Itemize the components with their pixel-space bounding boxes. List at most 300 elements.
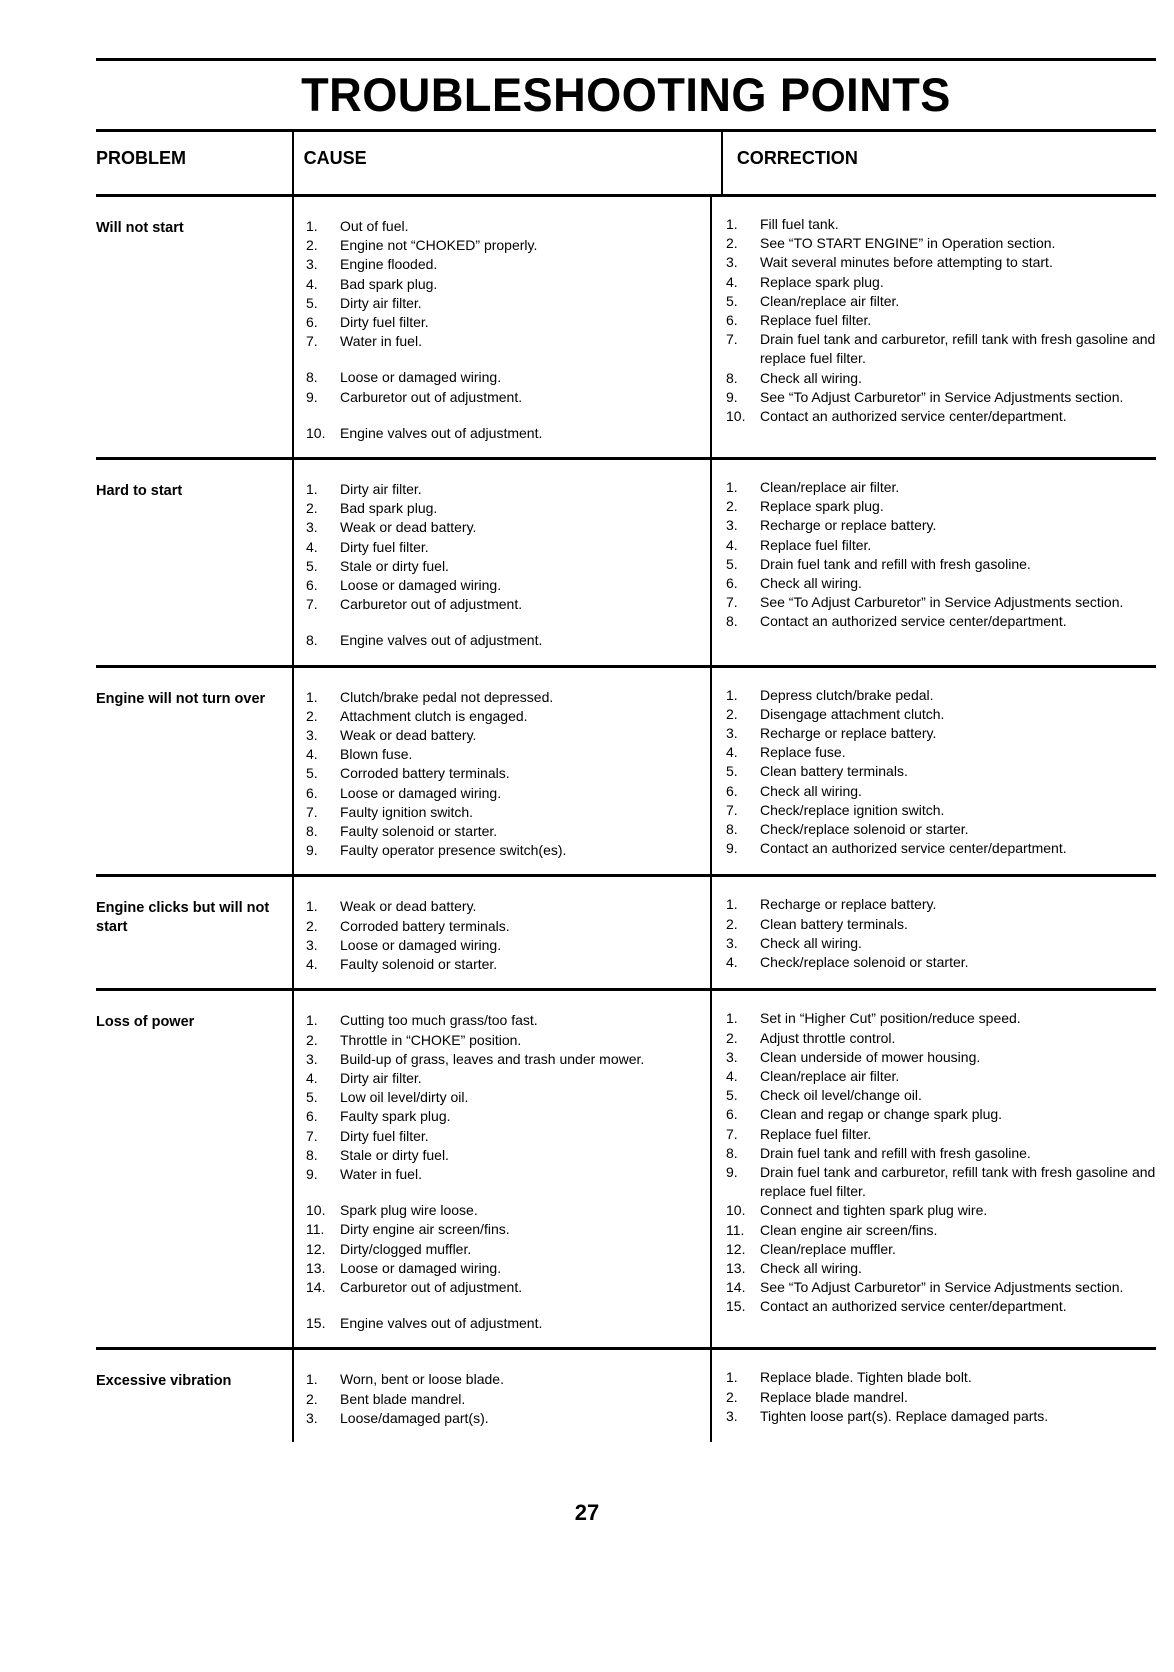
cause-item xyxy=(306,1390,710,1409)
correction-cell xyxy=(710,877,1156,988)
item-number: 7. xyxy=(726,1125,738,1142)
correction-item xyxy=(726,1297,1156,1316)
correction-item xyxy=(726,478,1156,497)
item-number: 14. xyxy=(726,1279,746,1296)
item-number: 15. xyxy=(726,1298,746,1315)
correction-item xyxy=(726,953,1156,972)
item-number: 3. xyxy=(726,725,738,742)
troubleshooting-table xyxy=(96,132,1156,1442)
cause-item xyxy=(306,255,710,274)
item-text: Replace spark plug. xyxy=(760,498,884,515)
correction-item xyxy=(726,516,1156,535)
item-text: Replace fuel filter. xyxy=(760,536,872,553)
item-number: 7. xyxy=(306,596,318,613)
item-number: 7. xyxy=(306,803,318,820)
cause-item xyxy=(306,332,710,351)
item-text: Engine flooded. xyxy=(340,256,438,273)
correction-item xyxy=(726,801,1156,820)
item-number: 4. xyxy=(306,538,318,555)
item-text: Contact an authorized service center/department. xyxy=(760,840,1067,857)
item-text: Drain fuel tank and carburetor, refill tank with fresh gasoline and replace fuel filter. xyxy=(760,331,1156,367)
item-number: 6. xyxy=(726,1106,738,1123)
item-number: 4. xyxy=(726,1067,738,1084)
correction-item xyxy=(726,1125,1156,1144)
item-text: Dirty air filter. xyxy=(340,1069,422,1086)
item-number: 6. xyxy=(306,314,318,331)
cause-item xyxy=(306,822,710,841)
cause-cell xyxy=(292,877,710,988)
item-number: 8. xyxy=(726,613,738,630)
correction-item xyxy=(726,273,1156,292)
item-number: 10. xyxy=(306,1202,326,1219)
page-number: 27 xyxy=(574,1500,600,1525)
cause-cell xyxy=(292,1350,710,1442)
item-number: 3. xyxy=(726,934,738,951)
cause-item xyxy=(306,424,710,443)
item-text: Check all wiring. xyxy=(760,575,862,592)
item-text: Loose or damaged wiring. xyxy=(340,369,502,386)
cause-item xyxy=(306,1069,710,1088)
table-row xyxy=(96,665,1156,875)
item-text: Faulty operator presence switch(es). xyxy=(340,842,567,859)
item-text: Faulty ignition switch. xyxy=(340,803,474,820)
item-number: 3. xyxy=(306,727,318,744)
correction-item xyxy=(726,1388,1156,1407)
item-text: Replace blade. Tighten blade bolt. xyxy=(760,1369,972,1386)
item-number: 2. xyxy=(726,1388,738,1405)
item-number: 2. xyxy=(726,498,738,515)
cause-item xyxy=(306,726,710,745)
correction-cell xyxy=(710,991,1156,1347)
header-correction: CORRECTION xyxy=(721,132,1156,194)
item-text: Loose or damaged wiring. xyxy=(340,936,502,953)
item-text: Carburetor out of adjustment. xyxy=(340,1278,523,1295)
item-text: Carburetor out of adjustment. xyxy=(340,596,523,613)
correction-cell xyxy=(710,668,1156,875)
cause-item xyxy=(306,388,710,407)
correction-item xyxy=(726,612,1156,631)
item-number: 12. xyxy=(306,1240,326,1257)
item-text: Wait several minutes before attempting to start. xyxy=(760,254,1053,271)
cause-item xyxy=(306,1011,710,1030)
item-number: 2. xyxy=(726,705,738,722)
item-text: Faulty spark plug. xyxy=(340,1108,451,1125)
item-number: 4. xyxy=(306,275,318,292)
header-problem: PROBLEM xyxy=(96,148,186,168)
item-text: Clean engine air screen/fins. xyxy=(760,1221,938,1238)
item-text: Dirty fuel filter. xyxy=(340,314,429,331)
item-number: 5. xyxy=(306,294,318,311)
item-number: 7. xyxy=(726,594,738,611)
correction-item xyxy=(726,724,1156,743)
item-number: 5. xyxy=(726,763,738,780)
item-number: 6. xyxy=(726,782,738,799)
item-number: 2. xyxy=(726,1029,738,1046)
item-number: 8. xyxy=(306,1146,318,1163)
item-number: 4. xyxy=(306,1069,318,1086)
cause-item xyxy=(306,1220,710,1239)
item-number: 12. xyxy=(726,1240,746,1257)
table-row xyxy=(96,194,1156,457)
correction-item xyxy=(726,743,1156,762)
item-number: 7. xyxy=(306,1127,318,1144)
correction-item xyxy=(726,1163,1156,1201)
item-text: Spark plug wire loose. xyxy=(340,1202,478,1219)
item-text: Stale or dirty fuel. xyxy=(340,557,449,574)
correction-item xyxy=(726,1105,1156,1124)
cause-item xyxy=(306,1050,710,1069)
item-text: Check/replace ignition switch. xyxy=(760,801,945,818)
correction-item xyxy=(726,1278,1156,1297)
item-number: 8. xyxy=(726,1144,738,1161)
problem-cell: Excessive vibration xyxy=(96,1373,232,1390)
item-text: Faulty solenoid or starter. xyxy=(340,956,498,973)
item-text: Loose or damaged wiring. xyxy=(340,577,502,594)
cause-item xyxy=(306,841,710,860)
item-number: 8. xyxy=(306,369,318,386)
item-text: Clean/replace air filter. xyxy=(760,1067,900,1084)
cause-item xyxy=(306,294,710,313)
item-text: Clean battery terminals. xyxy=(760,763,908,780)
cause-item xyxy=(306,1259,710,1278)
cause-item xyxy=(306,1146,710,1165)
correction-item xyxy=(726,1221,1156,1240)
item-number: 1. xyxy=(726,216,738,232)
item-number: 3. xyxy=(306,256,318,273)
cause-item xyxy=(306,275,710,294)
item-number: 8. xyxy=(306,632,318,649)
correction-item xyxy=(726,1240,1156,1259)
item-number: 9. xyxy=(306,388,318,405)
item-text: Clean underside of mower housing. xyxy=(760,1048,981,1065)
correction-item xyxy=(726,593,1156,612)
item-text: Stale or dirty fuel. xyxy=(340,1146,449,1163)
cause-item xyxy=(306,313,710,332)
item-number: 2. xyxy=(306,917,318,934)
item-number: 2. xyxy=(306,237,318,254)
cause-item xyxy=(306,1370,710,1389)
item-text: Water in fuel. xyxy=(340,1165,422,1182)
cause-item xyxy=(306,1165,710,1184)
page-title: TROUBLESHOOTING POINTS xyxy=(301,68,951,121)
item-number: 5. xyxy=(726,555,738,572)
correction-item xyxy=(726,1048,1156,1067)
item-text: See “To Adjust Carburetor” in Service Adjustments section. xyxy=(760,1279,1124,1296)
item-text: Dirty fuel filter. xyxy=(340,538,429,555)
item-number: 11. xyxy=(726,1221,745,1238)
item-number: 9. xyxy=(306,1165,318,1182)
correction-item xyxy=(726,311,1156,330)
correction-item xyxy=(726,215,1156,234)
item-text: Out of fuel. xyxy=(340,218,409,234)
item-number: 7. xyxy=(726,331,738,348)
item-text: Check all wiring. xyxy=(760,934,862,951)
table-row xyxy=(96,457,1156,665)
item-text: See “To Adjust Carburetor” in Service Adjustments section. xyxy=(760,388,1124,405)
item-text: Depress clutch/brake pedal. xyxy=(760,686,934,703)
cause-item xyxy=(306,557,710,576)
cause-item xyxy=(306,595,710,614)
item-number: 4. xyxy=(726,273,738,290)
item-number: 8. xyxy=(306,823,318,840)
item-text: Corroded battery terminals. xyxy=(340,917,510,934)
table-body xyxy=(96,194,1156,1442)
correction-item xyxy=(726,820,1156,839)
item-number: 10. xyxy=(726,408,746,425)
item-text: Drain fuel tank and refill with fresh gasoline. xyxy=(760,1144,1031,1161)
problem-cell: Loss of power xyxy=(96,1014,195,1031)
item-number: 5. xyxy=(726,292,738,309)
cause-item xyxy=(306,784,710,803)
cause-item xyxy=(306,1409,710,1428)
item-number: 7. xyxy=(726,801,738,818)
item-number: 2. xyxy=(726,915,738,932)
item-number: 1. xyxy=(306,898,318,915)
item-number: 9. xyxy=(726,1163,738,1180)
cause-item xyxy=(306,631,710,650)
cause-item xyxy=(306,1088,710,1107)
correction-item xyxy=(726,1259,1156,1278)
item-text: Replace spark plug. xyxy=(760,273,884,290)
item-number: 4. xyxy=(726,536,738,553)
table-row xyxy=(96,988,1156,1347)
item-text: Tighten loose part(s). Replace damaged parts. xyxy=(760,1407,1049,1424)
cause-item xyxy=(306,803,710,822)
cause-item xyxy=(306,518,710,537)
correction-item xyxy=(726,1201,1156,1220)
item-text: Check all wiring. xyxy=(760,1259,862,1276)
correction-item xyxy=(726,1009,1156,1028)
cause-item xyxy=(306,236,710,255)
item-number: 6. xyxy=(306,577,318,594)
correction-item xyxy=(726,782,1156,801)
item-number: 4. xyxy=(306,956,318,973)
item-number: 1. xyxy=(726,1010,738,1027)
item-number: 1. xyxy=(306,218,318,234)
item-text: Engine not “CHOKED” properly. xyxy=(340,237,538,254)
item-text: Recharge or replace battery. xyxy=(760,725,937,742)
problem-cell: Engine will not turn over xyxy=(96,690,266,707)
item-text: Clean/replace muffler. xyxy=(760,1240,896,1257)
item-number: 6. xyxy=(726,575,738,592)
correction-item xyxy=(726,1086,1156,1105)
item-text: Dirty fuel filter. xyxy=(340,1127,429,1144)
cause-item xyxy=(306,1240,710,1259)
item-number: 1. xyxy=(306,481,318,498)
item-text: Throttle in “CHOKE” position. xyxy=(340,1031,522,1048)
item-text: Loose or damaged wiring. xyxy=(340,784,502,801)
item-number: 4. xyxy=(726,744,738,761)
manual-page xyxy=(96,58,1156,1442)
item-number: 1. xyxy=(726,1369,738,1386)
item-text: Engine valves out of adjustment. xyxy=(340,1315,543,1332)
cause-cell xyxy=(292,460,710,665)
item-text: Clean and regap or change spark plug. xyxy=(760,1106,1003,1123)
cause-item xyxy=(306,707,710,726)
item-text: Dirty engine air screen/fins. xyxy=(340,1221,510,1238)
item-text: Worn, bent or loose blade. xyxy=(340,1371,504,1388)
cause-item xyxy=(306,917,710,936)
problem-cell: Will not start xyxy=(96,220,184,236)
item-text: Contact an authorized service center/department. xyxy=(760,613,1067,630)
correction-cell xyxy=(710,460,1156,665)
item-number: 6. xyxy=(306,784,318,801)
item-number: 8. xyxy=(726,369,738,386)
item-number: 5. xyxy=(306,557,318,574)
item-number: 14. xyxy=(306,1278,326,1295)
item-number: 4. xyxy=(306,746,318,763)
item-number: 9. xyxy=(726,388,738,405)
item-number: 3. xyxy=(306,519,318,536)
item-text: Weak or dead battery. xyxy=(340,727,477,744)
item-text: Disengage attachment clutch. xyxy=(760,705,945,722)
correction-item xyxy=(726,934,1156,953)
item-number: 3. xyxy=(726,1407,738,1424)
item-number: 6. xyxy=(306,1108,318,1125)
correction-item xyxy=(726,253,1156,272)
item-number: 2. xyxy=(306,500,318,517)
item-number: 2. xyxy=(306,1031,318,1048)
item-text: Recharge or replace battery. xyxy=(760,517,937,534)
correction-cell xyxy=(710,197,1156,457)
cause-cell xyxy=(292,991,710,1347)
correction-item xyxy=(726,839,1156,858)
item-text: Adjust throttle control. xyxy=(760,1029,896,1046)
item-text: Build-up of grass, leaves and trash under mower. xyxy=(340,1050,645,1067)
correction-item xyxy=(726,536,1156,555)
item-text: Check all wiring. xyxy=(760,369,862,386)
cause-item xyxy=(306,955,710,974)
item-text: Attachment clutch is engaged. xyxy=(340,707,528,724)
cause-item xyxy=(306,764,710,783)
cause-item xyxy=(306,897,710,916)
item-text: Clean/replace air filter. xyxy=(760,292,900,309)
cause-cell xyxy=(292,668,710,875)
item-number: 5. xyxy=(726,1087,738,1104)
item-text: Check all wiring. xyxy=(760,782,862,799)
item-text: Blown fuse. xyxy=(340,746,413,763)
correction-item xyxy=(726,369,1156,388)
item-number: 1. xyxy=(306,1371,318,1388)
item-text: See “TO START ENGINE” in Operation section. xyxy=(760,235,1056,252)
correction-item xyxy=(726,686,1156,705)
correction-item xyxy=(726,330,1156,368)
item-number: 3. xyxy=(726,1048,738,1065)
correction-item xyxy=(726,555,1156,574)
item-number: 5. xyxy=(306,765,318,782)
item-text: Water in fuel. xyxy=(340,333,422,350)
header-cause: CAUSE xyxy=(292,132,721,194)
item-number: 13. xyxy=(726,1259,746,1276)
item-number: 3. xyxy=(306,1050,318,1067)
item-text: Bent blade mandrel. xyxy=(340,1390,466,1407)
item-number: 3. xyxy=(726,517,738,534)
item-number: 4. xyxy=(726,954,738,971)
cause-item xyxy=(306,688,710,707)
item-text: Check oil level/change oil. xyxy=(760,1087,922,1104)
item-text: Bad spark plug. xyxy=(340,275,438,292)
item-number: 1. xyxy=(726,479,738,496)
cause-item xyxy=(306,576,710,595)
item-text: Bad spark plug. xyxy=(340,500,438,517)
correction-item xyxy=(726,1144,1156,1163)
correction-item xyxy=(726,705,1156,724)
item-number: 3. xyxy=(306,1409,318,1426)
correction-item xyxy=(726,1368,1156,1387)
item-text: Connect and tighten spark plug wire. xyxy=(760,1202,988,1219)
item-text: Fill fuel tank. xyxy=(760,216,839,232)
item-text: Weak or dead battery. xyxy=(340,898,477,915)
item-text: Loose or damaged wiring. xyxy=(340,1259,502,1276)
item-number: 13. xyxy=(306,1259,326,1276)
item-text: Replace fuse. xyxy=(760,744,846,761)
cause-item xyxy=(306,217,710,236)
item-text: Drain fuel tank and carburetor, refill tank with fresh gasoline and replace fuel filter. xyxy=(760,1163,1156,1200)
item-text: Weak or dead battery. xyxy=(340,519,477,536)
item-text: Dirty air filter. xyxy=(340,481,422,498)
cause-item xyxy=(306,1314,710,1333)
item-text: Dirty air filter. xyxy=(340,294,422,311)
item-text: Contact an authorized service center/department. xyxy=(760,408,1067,425)
table-row xyxy=(96,874,1156,988)
item-number: 15. xyxy=(306,1315,326,1332)
cause-item xyxy=(306,1107,710,1126)
item-text: Clean/replace air filter. xyxy=(760,479,900,496)
cause-item xyxy=(306,368,710,387)
item-number: 9. xyxy=(726,840,738,857)
problem-cell: Hard to start xyxy=(96,483,183,500)
correction-item xyxy=(726,1029,1156,1048)
item-number: 1. xyxy=(726,686,738,703)
item-number: 10. xyxy=(726,1202,746,1219)
item-number: 8. xyxy=(726,821,738,838)
item-text: Replace blade mandrel. xyxy=(760,1388,908,1405)
item-text: Dirty/clogged muffler. xyxy=(340,1240,472,1257)
item-number: 3. xyxy=(726,254,738,271)
correction-item xyxy=(726,388,1156,407)
item-text: Clutch/brake pedal not depressed. xyxy=(340,688,554,705)
correction-item xyxy=(726,234,1156,253)
correction-item xyxy=(726,762,1156,781)
item-text: Corroded battery terminals. xyxy=(340,765,510,782)
correction-cell xyxy=(710,1350,1156,1442)
table-row xyxy=(96,1347,1156,1442)
item-number: 9. xyxy=(306,842,318,859)
item-number: 7. xyxy=(306,333,318,350)
correction-item xyxy=(726,497,1156,516)
correction-item xyxy=(726,1407,1156,1426)
cause-cell xyxy=(292,197,710,457)
item-number: 5. xyxy=(306,1089,318,1106)
correction-item xyxy=(726,915,1156,934)
cause-item xyxy=(306,499,710,518)
cause-item xyxy=(306,745,710,764)
item-text: Contact an authorized service center/department. xyxy=(760,1298,1067,1315)
item-number: 2. xyxy=(726,235,738,252)
item-number: 6. xyxy=(726,312,738,329)
item-number: 11. xyxy=(306,1221,325,1238)
item-number: 2. xyxy=(306,707,318,724)
cause-item xyxy=(306,1127,710,1146)
item-text: Low oil level/dirty oil. xyxy=(340,1089,469,1106)
item-text: See “To Adjust Carburetor” in Service Adjustments section. xyxy=(760,594,1124,611)
item-text: Clean battery terminals. xyxy=(760,915,908,932)
correction-item xyxy=(726,407,1156,426)
item-text: Loose/damaged part(s). xyxy=(340,1409,489,1426)
item-text: Engine valves out of adjustment. xyxy=(340,424,543,441)
item-text: Check/replace solenoid or starter. xyxy=(760,821,969,838)
item-text: Replace fuel filter. xyxy=(760,312,872,329)
